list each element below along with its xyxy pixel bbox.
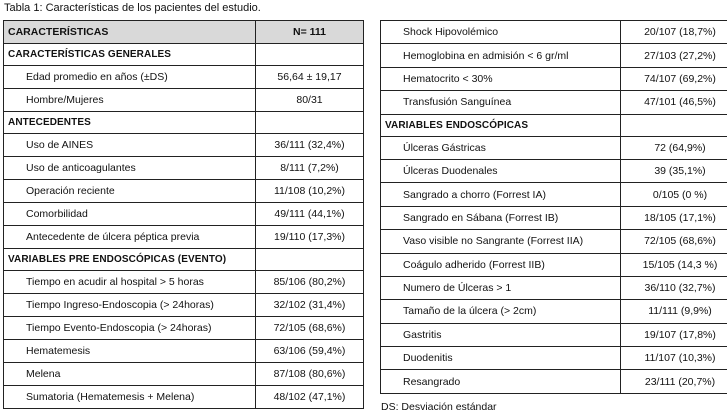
row-label: Hemoglobina en admisión < 6 gr/ml xyxy=(381,44,621,67)
table-row xyxy=(4,203,364,226)
row-label: Sangrado a chorro (Forrest IA) xyxy=(381,183,621,206)
row-value: 48/102 (47,1%) xyxy=(256,386,364,409)
row-value: 18/105 (17,1%) xyxy=(621,206,727,229)
row-label: Comorbilidad xyxy=(4,203,256,226)
table-row xyxy=(381,183,727,206)
row-value: 11/111 (9,9%) xyxy=(621,300,727,323)
row-value: 19/110 (17,3%) xyxy=(256,226,364,249)
characteristics-table-right xyxy=(380,20,727,394)
row-value xyxy=(621,114,727,136)
row-value: 20/107 (18,7%) xyxy=(621,21,727,44)
table-row xyxy=(4,226,364,249)
row-label: Tiempo Ingreso-Endoscopia (> 24horas) xyxy=(4,294,256,317)
row-label: Úlceras Duodenales xyxy=(381,159,621,182)
table-row xyxy=(381,323,727,346)
row-label: Hematocrito < 30% xyxy=(381,67,621,90)
row-value: 56,64 ± 19,17 xyxy=(256,66,364,89)
row-value: 87/108 (80,6%) xyxy=(256,363,364,386)
table-row xyxy=(4,317,364,340)
row-label: Tiempo Evento-Endoscopia (> 24horas) xyxy=(4,317,256,340)
row-value: 11/108 (10,2%) xyxy=(256,180,364,203)
row-value xyxy=(256,112,364,134)
row-label: Coágulo adherido (Forrest IIB) xyxy=(381,253,621,276)
table-row xyxy=(381,230,727,253)
table-row xyxy=(381,136,727,159)
table-row xyxy=(4,363,364,386)
row-label: Sangrado en Sábana (Forrest IB) xyxy=(381,206,621,229)
row-value: 72 (64,9%) xyxy=(621,136,727,159)
row-label: Uso de anticoagulantes xyxy=(4,157,256,180)
table-caption: Tabla 1: Características de los pacientes del estudio. xyxy=(4,2,261,14)
row-value: 85/106 (80,2%) xyxy=(256,271,364,294)
table-row xyxy=(381,347,727,370)
table-row xyxy=(381,206,727,229)
row-value: N= 111 xyxy=(256,21,364,44)
row-label: Hombre/Mujeres xyxy=(4,89,256,112)
row-value: 49/111 (44,1%) xyxy=(256,203,364,226)
table-row xyxy=(4,134,364,157)
row-value: 19/107 (17,8%) xyxy=(621,323,727,346)
row-value: 15/105 (14,3 %) xyxy=(621,253,727,276)
row-value: 8/111 (7,2%) xyxy=(256,157,364,180)
row-value: 36/110 (32,7%) xyxy=(621,276,727,299)
row-value: 11/107 (10,3%) xyxy=(621,347,727,370)
row-value: 63/106 (59,4%) xyxy=(256,340,364,363)
row-label: Duodenitis xyxy=(381,347,621,370)
row-label: Resangrado xyxy=(381,370,621,393)
table-row xyxy=(381,159,727,182)
footnote: DS: Desviación estándar xyxy=(381,401,497,413)
characteristics-table-left xyxy=(3,20,364,409)
table-row xyxy=(381,253,727,276)
row-value xyxy=(256,44,364,66)
row-value: 32/102 (31,4%) xyxy=(256,294,364,317)
row-value: 23/111 (20,7%) xyxy=(621,370,727,393)
row-value: 72/105 (68,6%) xyxy=(621,230,727,253)
section-header-row xyxy=(4,112,364,134)
row-value: 74/107 (69,2%) xyxy=(621,67,727,90)
row-value: 72/105 (68,6%) xyxy=(256,317,364,340)
row-label: Sumatoria (Hematemesis + Melena) xyxy=(4,386,256,409)
section-label: CARACTERÍSTICAS GENERALES xyxy=(4,44,256,66)
section-label: VARIABLES ENDOSCÓPICAS xyxy=(381,114,621,136)
row-label: Hematemesis xyxy=(4,340,256,363)
row-value: 39 (35,1%) xyxy=(621,159,727,182)
row-label: Operación reciente xyxy=(4,180,256,203)
row-label: Edad promedio en años (±DS) xyxy=(4,66,256,89)
row-value xyxy=(256,249,364,271)
row-value: 80/31 xyxy=(256,89,364,112)
row-label: Tamaño de la úlcera (> 2cm) xyxy=(381,300,621,323)
row-label: Uso de AINES xyxy=(4,134,256,157)
row-label: Vaso visible no Sangrante (Forrest IIA) xyxy=(381,230,621,253)
table-row xyxy=(4,271,364,294)
table-row xyxy=(381,276,727,299)
table-row xyxy=(4,294,364,317)
row-label: Tiempo en acudir al hospital > 5 horas xyxy=(4,271,256,294)
table-row xyxy=(381,91,727,114)
section-header-row xyxy=(4,249,364,271)
row-label: Melena xyxy=(4,363,256,386)
table-row xyxy=(4,89,364,112)
section-label: CARACTERÍSTICAS xyxy=(4,21,256,44)
section-label: VARIABLES PRE ENDOSCÓPICAS (EVENTO) xyxy=(4,249,256,271)
row-label: Numero de Úlceras > 1 xyxy=(381,276,621,299)
table-row xyxy=(381,44,727,67)
section-header-row xyxy=(381,114,727,136)
table-row xyxy=(381,300,727,323)
section-label: ANTECEDENTES xyxy=(4,112,256,134)
row-value: 27/103 (27,2%) xyxy=(621,44,727,67)
row-label: Antecedente de úlcera péptica previa xyxy=(4,226,256,249)
row-value: 0/105 (0 %) xyxy=(621,183,727,206)
row-value: 47/101 (46,5%) xyxy=(621,91,727,114)
row-label: Gastritis xyxy=(381,323,621,346)
table-row xyxy=(4,157,364,180)
row-value: 36/111 (32,4%) xyxy=(256,134,364,157)
table-row xyxy=(381,21,727,44)
table-row xyxy=(4,66,364,89)
row-label: Úlceras Gástricas xyxy=(381,136,621,159)
table-row xyxy=(381,370,727,393)
table-row xyxy=(4,386,364,409)
table-header-row xyxy=(4,21,364,44)
section-header-row xyxy=(4,44,364,66)
row-label: Shock Hipovolémico xyxy=(381,21,621,44)
row-label: Transfusión Sanguínea xyxy=(381,91,621,114)
table-row xyxy=(4,340,364,363)
table-row xyxy=(381,67,727,90)
table-row xyxy=(4,180,364,203)
